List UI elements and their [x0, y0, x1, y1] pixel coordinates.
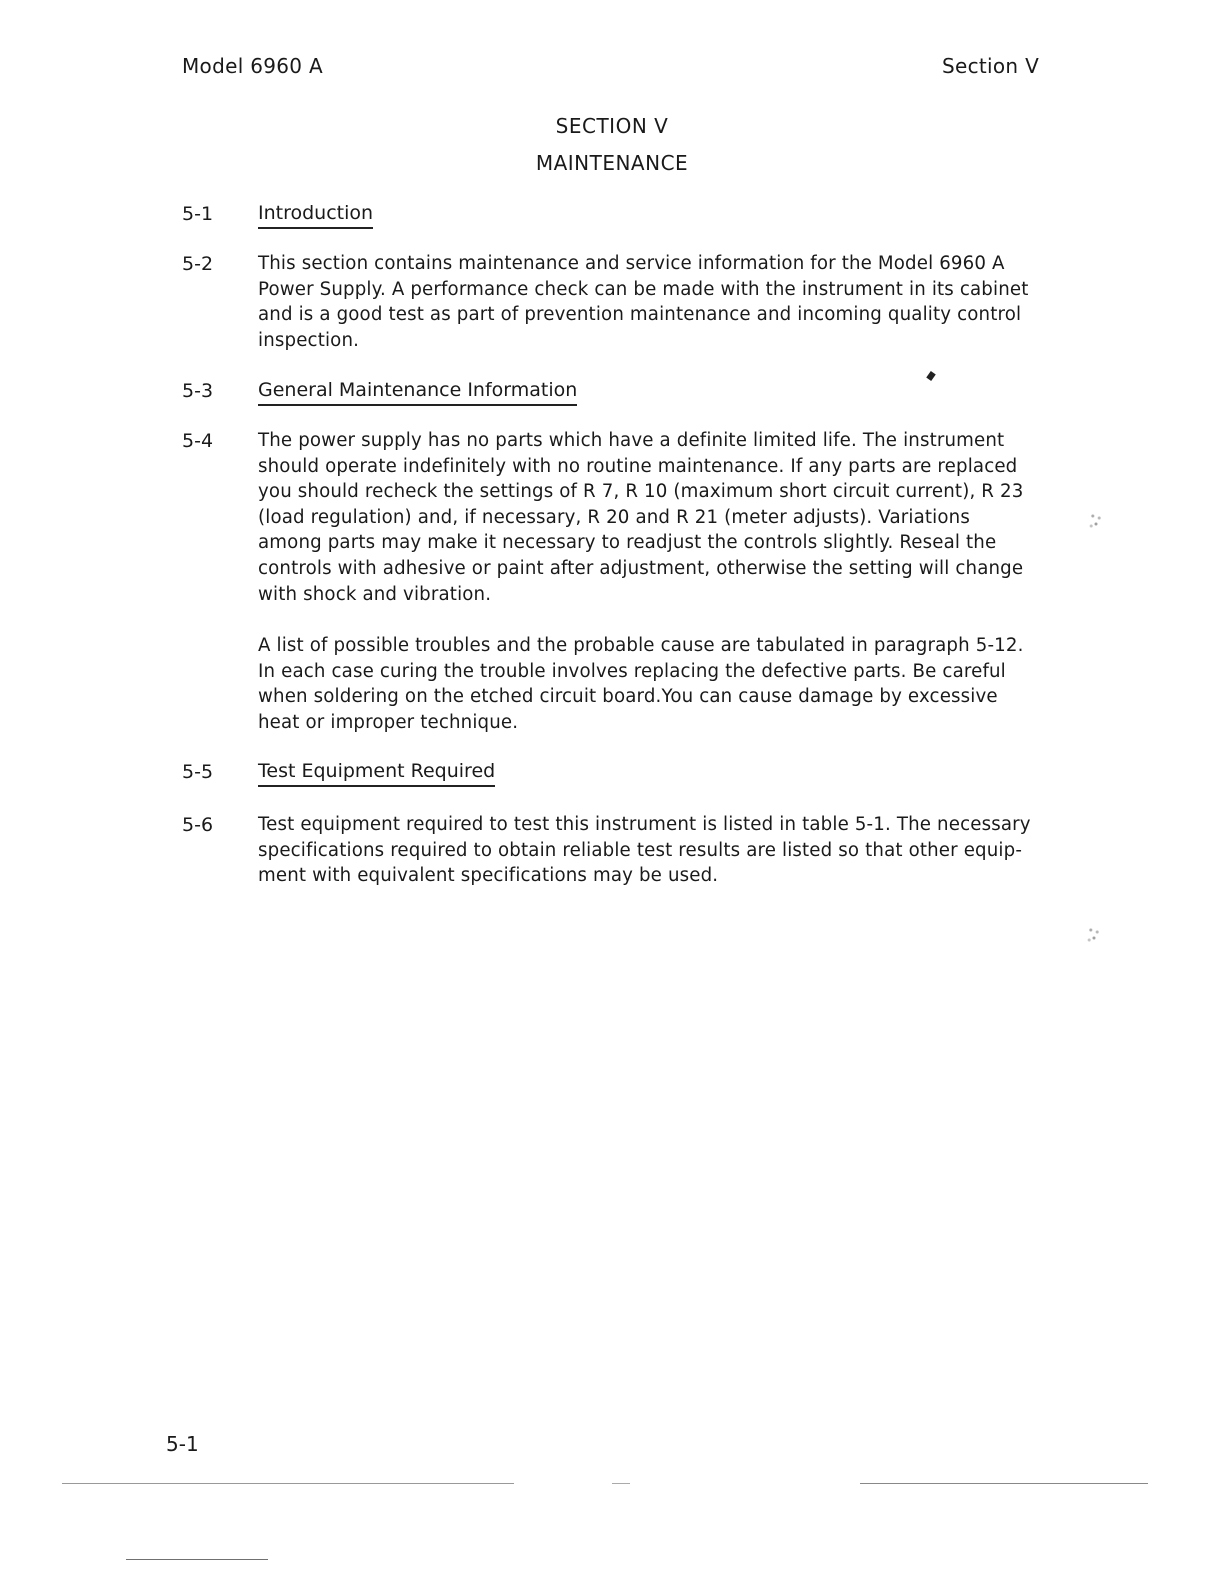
bottom-rule-left [62, 1483, 514, 1484]
paragraph-number-5-3: 5-3 [182, 380, 214, 402]
paragraph-number-5-1: 5-1 [182, 203, 214, 225]
paragraph-line: heat or improper technique. [258, 711, 519, 733]
paragraph-line: when soldering on the etched circuit board.You can cause damage by excessive [258, 686, 998, 708]
paragraph-line: Power Supply. A performance check can be made with the instrument in its cabinet [258, 278, 1029, 300]
paragraph-5-4 [258, 428, 1058, 607]
paragraph-line: should operate indefinitely with no routine maintenance. If any parts are replaced [258, 455, 1018, 477]
scan-speck [1088, 510, 1104, 530]
paragraph-5-2 [258, 251, 1058, 353]
page-number: 5-1 [166, 1432, 199, 1456]
heading-general-maintenance: General Maintenance Information [258, 378, 577, 406]
section-title: SECTION V [555, 114, 669, 138]
paragraph-line: A list of possible troubles and the probable cause are tabulated in paragraph 5-12. [258, 635, 1024, 656]
paragraph-line: (load regulation) and, if necessary, R 20 and R 21 (meter adjusts). Variations [258, 506, 970, 528]
paragraph-number-5-2: 5-2 [182, 253, 214, 275]
paragraph-number-5-4: 5-4 [182, 430, 214, 452]
paragraph-5-4-continued [258, 633, 1058, 735]
paragraph-number-5-6: 5-6 [182, 814, 214, 836]
paragraph-line: with shock and vibration. [258, 583, 492, 605]
blue-rule [126, 1559, 268, 1560]
paragraph-line: ment with equivalent specifications may be used. [258, 865, 719, 887]
paragraph-line: In each case curing the trouble involves replacing the defective parts. Be careful [258, 660, 1006, 682]
scan-mark [926, 371, 936, 381]
paragraph-line: Test equipment required to test this instrument is listed in table 5-1. The necessary [258, 814, 1031, 835]
paragraph-line: among parts may make it necessary to readjust the controls slightly. Reseal the [258, 532, 997, 554]
header-model: Model 6960 A [182, 54, 323, 78]
header-section: Section V [942, 54, 1040, 78]
heading-introduction: Introduction [258, 201, 373, 229]
paragraph-line: inspection. [258, 329, 360, 351]
paragraph-line: you should recheck the settings of R 7, R 10 (maximum short circuit current), R 23 [258, 481, 1024, 503]
section-subtitle: MAINTENANCE [535, 151, 689, 175]
paragraph-line: specifications required to obtain reliable test results are listed so that other equip- [258, 839, 1023, 861]
paragraph-line: The power supply has no parts which have a definite limited life. The instrument [258, 430, 1005, 451]
paragraph-line: and is a good test as part of prevention maintenance and incoming quality control [258, 304, 1022, 326]
paragraph-line: This section contains maintenance and service information for the Model 6960 A [258, 253, 1005, 274]
paragraph-5-6 [258, 812, 1058, 889]
bottom-rule-middle [612, 1483, 630, 1484]
paragraph-line: controls with adhesive or paint after adjustment, otherwise the setting will change [258, 557, 1024, 579]
heading-test-equipment: Test Equipment Required [258, 759, 495, 787]
scan-speck [1086, 924, 1102, 944]
paragraph-number-5-5: 5-5 [182, 761, 214, 783]
bottom-rule-right [860, 1483, 1148, 1484]
